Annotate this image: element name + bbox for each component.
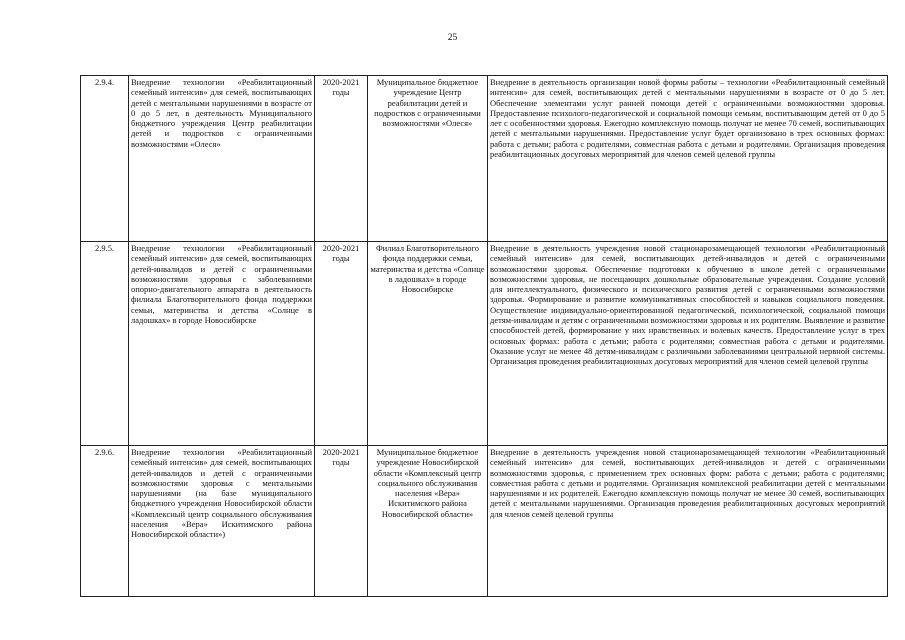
- executor: Филиал Благотворительного фонда поддержки семьи, материнства и детства «Солнце в ладошках» в городе Новосибирске: [368, 242, 488, 446]
- measure-name: Внедрение технологии «Реабилитационный семейный интенсив» для семей, воспитывающих детей с ментальными нарушениями в возрасте от 0 до 5 лет, в деятельность Муниципального бюджетного учреждения Центр реабилитации детей и подростков с ограниченными возможностями «Олеся»: [129, 76, 315, 242]
- executor: Муниципальное бюджетное учреждение Центр реабилитации детей и подростков с ограниченными возможностями «Олеся»: [368, 76, 488, 242]
- implementation-period: 2020-2021 годы: [315, 242, 368, 446]
- page-number: 25: [447, 33, 458, 43]
- expected-result: Внедрение в деятельность учреждения новой стационарозамещающей технологии «Реабилитационный семейный интенсив» для семей, воспитывающих детей-инвалидов и детей с ограниченными возможностями здоровья, с применением трех основных форм: работа с детьми; работа с родителями; совместная работа с детьми и родителями. Организация комплексной реабилитации детей с ментальными нарушениями и их родителей. Ежегодно комплексную помощь получат не менее 30 семей, воспитывающих детей с ментальными нарушениями. Организация проведения реабилитационных досуговых мероприятий для членов семей целевой группы: [488, 446, 888, 597]
- expected-result: Внедрение в деятельность учреждения новой стационарозамещающей технологии «Реабилитационный семейный интенсив» для семей, воспитывающих детей-инвалидов и детей с ограниченными возможностями здоровья. Обеспечение подготовки к обучению в школе детей с ограниченными возможностями здоровья, не посещающих дошкольные образовательные учреждения. Создание условий для интеллектуального, физического и психического развития детей с ограниченными возможностями здоровья. Формирование и развитие коммуникативных способностей и навыков социального поведения. Осуществление индивидуально-ориентированной педагогической, психологической, социальной помощи детям-инвалидам и детям с ограниченными возможностями здоровья и их родителям. Выявление и развитие способностей детей, формирование у них нравственных и волевых качеств. Предоставление услуг в трех основных формах: работа с детьми; работа с родителями; совместная работа с детьми и родителями. Оказание услуг не менее 48 детям-инвалидам с различными заболеваниями центральной нервной системы. Организация проведения реабилитационных досуговых мероприятий для членов семей целевой группы: [488, 242, 888, 446]
- row-number: 2.9.4.: [81, 76, 129, 242]
- implementation-period: 2020-2021 годы: [315, 76, 368, 242]
- row-number: 2.9.5.: [81, 242, 129, 446]
- measures-table: [80, 75, 888, 597]
- table-row: [81, 76, 888, 242]
- table-row: [81, 242, 888, 446]
- measure-name: Внедрение технологии «Реабилитационный семейный интенсив» для семей, воспитывающих детей-инвалидов и детей с ограниченными возможностями здоровья с заболеваниями опорно-двигательного аппарата в деятельность филиала Благотворительного фонда поддержки семьи, материнства и детства «Солнце в ладошках» в городе Новосибирске: [129, 242, 315, 446]
- executor: Муниципальное бюджетное учреждение Новосибирской области «Комплексный центр социального обслуживания населения «Вера» Искитимского района Новосибирской области»: [368, 446, 488, 597]
- row-number: 2.9.6.: [81, 446, 129, 597]
- table-row: [81, 446, 888, 597]
- implementation-period: 2020-2021 годы: [315, 446, 368, 597]
- expected-result: Внедрение в деятельность организации новой формы работы – технологии «Реабилитационный семейный интенсив» для семей, воспитывающих детей с ментальными нарушениями в возрасте от 0 до 5 лет. Обеспечение элементами услуг ранней помощи детей с ограниченными возможностями здоровья. Предоставление психолого-педагогической и социальной помощи семьям, воспитывающим детей от 0 до 5 лет с особенностями здоровья. Ежегодно комплексную помощь получат не менее 70 семей, воспитывающих детей с ментальными нарушениями. Предоставление услуг будет организовано в трех основных формах: работа с детьми; работа с родителями, совместная работа с детьми и родителями. Организация проведения реабилитационных досуговых мероприятий для членов семей целевой группы: [488, 76, 888, 242]
- measure-name: Внедрение технологии «Реабилитационный семейный интенсив» для семей, воспитывающих детей-инвалидов и детей с ограниченными возможностями здоровья с ментальными нарушениями (на базе муниципального бюджетного учреждения Новосибирской области «Комплексный центр социального обслуживания населения «Вера» Искитимского района Новосибирской области»): [129, 446, 315, 597]
